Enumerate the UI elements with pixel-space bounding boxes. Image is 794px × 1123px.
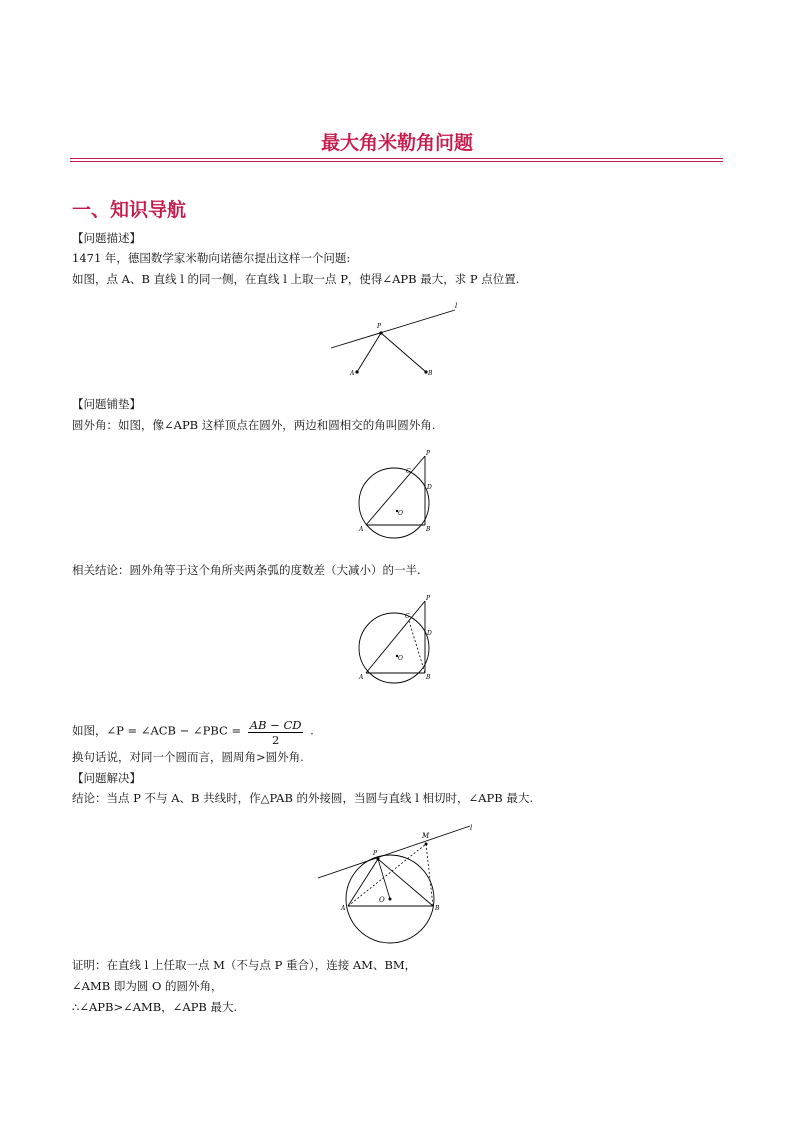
figure-exterior-angle <box>352 448 442 540</box>
label-a: A <box>359 526 364 533</box>
prep-line-1: 圆外角：如图，像∠APB 这样顶点在圆外，两边和圆相交的角叫圆外角. <box>72 418 436 432</box>
point-p <box>379 331 382 334</box>
label-p: P <box>377 323 382 330</box>
label-d: D <box>427 630 432 637</box>
label-l: l <box>455 302 458 310</box>
solve-heading: 【问题解决】 <box>72 771 141 785</box>
label-p: P <box>426 595 431 602</box>
figure-exterior-angle-proof <box>352 593 442 685</box>
formula-suffix: . <box>310 723 314 738</box>
label-c: C <box>405 613 410 620</box>
prep-line-4: 换句话说，对同一个圆而言，圆周角>圆外角. <box>72 750 304 764</box>
segment-po <box>378 859 390 899</box>
line-l <box>331 310 455 348</box>
proof-line-3: ∴∠APB>∠AMB，∠APB 最大. <box>72 1000 238 1014</box>
label-l: l <box>470 824 473 832</box>
label-m: M <box>422 832 430 840</box>
point-a <box>355 370 358 373</box>
label-b: B <box>435 905 440 912</box>
dashed-cb <box>409 621 425 673</box>
label-a: A <box>350 370 355 377</box>
label-p: P <box>426 450 431 457</box>
desc-heading: 【问题描述】 <box>72 231 141 245</box>
prep-heading: 【问题铺垫】 <box>72 397 141 411</box>
label-o: O <box>398 655 403 662</box>
proof-line-1: 证明：在直线 l 上任取一点 M（不与点 P 重合），连接 AM、BM， <box>72 958 417 972</box>
proof-line-2: ∠AMB 即为圆 O 的圆外角， <box>72 979 223 993</box>
title-rule-top <box>70 158 723 159</box>
segment-ap <box>366 601 425 673</box>
line-l <box>318 824 473 878</box>
dashed-am <box>348 844 426 906</box>
formula-prefix: 如图，∠P = ∠ACB − ∠PBC = <box>72 723 242 738</box>
figure-line-points <box>325 300 465 382</box>
label-b: B <box>426 674 431 681</box>
circle-o <box>359 468 429 538</box>
formula-line <box>72 717 314 746</box>
section-heading-knowledge: 一、知识导航 <box>72 199 187 221</box>
label-c: C <box>406 468 411 475</box>
point-o <box>389 898 392 901</box>
label-d: D <box>427 484 432 491</box>
prep-line-2: 相关结论：圆外角等于这个角所夹两条弧的度数差（大减小）的一半. <box>72 563 421 577</box>
formula-numerator: AB − CD <box>249 718 302 732</box>
page-title: 最大角米勒角问题 <box>320 132 473 154</box>
label-a: A <box>359 674 364 681</box>
segment-pb <box>378 859 433 906</box>
formula-fraction <box>248 718 304 747</box>
segment-pb <box>381 333 426 372</box>
label-o: O <box>398 510 403 517</box>
desc-line-2: 如图，点 A、B 直线 l 的同一侧，在直线 l 上取一点 P，使得∠APB 最大，求 P 点位置. <box>72 272 520 286</box>
formula-denominator: 2 <box>271 733 280 747</box>
point-m <box>425 843 428 846</box>
label-b: B <box>426 526 431 533</box>
segment-ap <box>366 456 425 525</box>
label-p: P <box>373 850 378 857</box>
figure-tangent-circle <box>312 822 482 947</box>
label-b: B <box>428 370 433 377</box>
label-o: O <box>379 896 385 904</box>
solve-line-1: 结论：当点 P 不与 A、B 共线时，作△PAB 的外接圆，当圆与直线 l 相切时，∠APB 最大. <box>72 791 533 805</box>
label-a: A <box>341 905 346 912</box>
desc-line-1: 1471 年，德国数学家米勒向诺德尔提出这样一个问题: <box>72 251 351 265</box>
title-rule-bottom <box>70 161 723 162</box>
point-p <box>377 858 380 861</box>
circle-o <box>359 613 429 683</box>
